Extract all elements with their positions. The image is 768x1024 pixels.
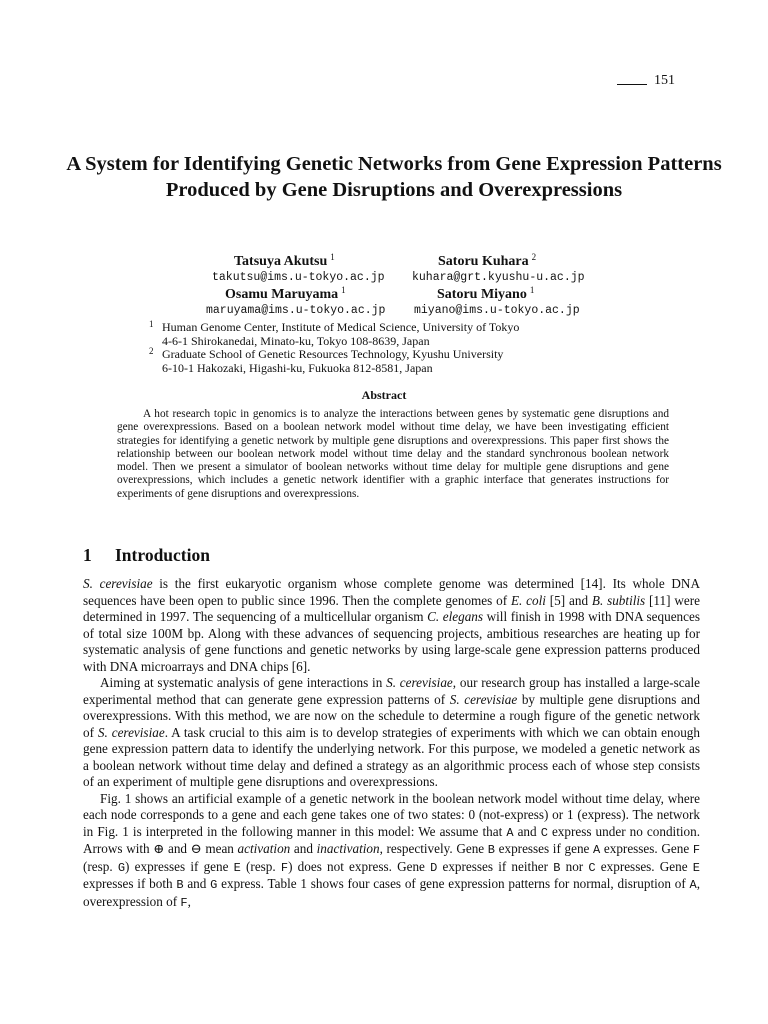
author-name: [234, 252, 335, 270]
text-run: . A task crucial to this aim is to develop strategies of experiments with which we can obtain enough gene expression pattern data to identify the underlying network. For this purpose, we modeled a genetic network as a boolean network without time delay and defined a strategy as an algorithmic process each of whose step consists of an experiment of multiple gene disruptions and overexpressions.: [83, 724, 700, 789]
text-run: , respectively. Gene: [379, 841, 488, 856]
italic-text: inactivation: [316, 841, 380, 856]
author-name-text: Satoru Kuhara: [438, 254, 529, 269]
text-run: and: [183, 876, 211, 891]
text-run: is the first eukaryotic organism whose complete genome was determined [14]. Its whole DNA sequences have been open to public since 1996. Then the complete genomes of: [83, 576, 700, 608]
gene-symbol: A: [593, 843, 601, 857]
gene-symbol: B: [176, 878, 184, 892]
section-heading: [83, 545, 210, 566]
paragraph: [83, 675, 700, 791]
gene-symbol: E: [692, 860, 700, 875]
affiliation-mark: 2: [149, 346, 154, 356]
text-run: nor: [560, 858, 589, 874]
author-email: kuhara@grt.kyushu-u.ac.jp: [412, 271, 585, 284]
text-run: express. Table 1 shows four cases of gene expression patterns for normal, disruption of: [217, 876, 690, 891]
text-run: [5] and: [545, 592, 592, 608]
paper-title: A System for Identifying Genetic Networks from Gene Expression Patterns Produced by Gene Disruptions and Overexpressions: [66, 153, 722, 201]
affiliation-line: Human Genome Center, Institute of Medical Science, University of Tokyo: [162, 320, 520, 334]
section-number: 1: [83, 545, 92, 565]
text-run: expresses. Gene: [600, 841, 693, 856]
affiliation-address: 6-10-1 Hakozaki, Higashi-ku, Fukuoka 812-8581, Japan: [162, 360, 433, 375]
paragraph: [83, 791, 700, 912]
text-run: ) does not express. Gene: [288, 858, 431, 874]
affiliation: [149, 319, 520, 348]
author-name: [438, 252, 536, 270]
affiliation: [149, 346, 504, 375]
text-run: and: [290, 841, 317, 856]
author-name-text: Satoru Miyano: [437, 287, 527, 302]
text-run: ) expresses if gene: [125, 858, 234, 874]
text-run: Aiming at systematic analysis of gene interactions in: [100, 675, 387, 690]
text-run: by multiple gene disruptions and overexpressions. With this method, we are now on the schedule to determine a rough figure of the genetic network of: [83, 691, 700, 740]
affiliation-mark: 1: [330, 252, 335, 262]
affiliation-mark: 1: [341, 285, 346, 295]
italic-text: S. cerevisiae: [449, 691, 518, 707]
gene-symbol: F: [692, 843, 701, 857]
author-name-text: Tatsuya Akutsu: [234, 254, 328, 269]
gene-symbol: C: [540, 825, 548, 840]
page-number: 151: [654, 73, 675, 88]
text-run: [11] were determined in 1997. The sequencing of a multicellular organism: [83, 592, 700, 624]
gene-symbol: G: [210, 878, 218, 892]
italic-text: S. cerevisiae: [97, 724, 165, 740]
abstract-heading: Abstract: [361, 388, 407, 402]
affiliation-line: Graduate School of Genetic Resources Technology, Kyushu University: [162, 347, 504, 361]
author-name-text: Osamu Maruyama: [225, 287, 339, 302]
italic-text: E. coli: [510, 592, 546, 608]
text-run: Fig. 1 shows an artificial example of a genetic network in the boolean network model without time delay, where each node corresponds to a gene and each gene takes one of two states: 0 (not-express) or 1 (express). The network in Fig. 1 is interpreted in the following manner in this model: We assume that: [83, 790, 700, 839]
gene-symbol: E: [233, 860, 241, 875]
italic-text: S. cerevisiae: [386, 675, 453, 690]
gene-symbol: A: [506, 825, 514, 840]
text-run: (resp.: [83, 858, 118, 874]
affiliation-mark: 1: [529, 285, 535, 295]
gene-symbol: B: [487, 843, 495, 857]
gene-symbol: C: [588, 860, 596, 875]
text-run: , our research group has installed a large-scale experimental method that can generate gene expression patterns of: [83, 675, 700, 707]
author-name: [225, 285, 346, 303]
text-run: expresses. Gene: [595, 858, 693, 874]
section-title: Introduction: [115, 545, 210, 565]
gene-symbol: F: [280, 860, 289, 875]
text-run: , overexpression of: [83, 876, 701, 909]
italic-text: B. subtilis: [591, 592, 646, 608]
affiliation-mark: 1: [149, 319, 154, 329]
text-run: and: [513, 823, 541, 839]
text-run: will finish in 1998 with DNA sequences of total size 100M bp. Along with these advances of sequencing projects, ambitious researches are heating up for systematic analysis of gene functions and genetic networks by using large-scale gene expression patterns produced with DNA microarrays and DNA chips [6].: [83, 609, 700, 674]
abstract-text: A hot research topic in genomics is to analyze the interactions between genes by systematic gene disruptions and gene overexpressions. Based on a boolean network model without time delay, we have been investigating efficient strategies for identifying a genetic network by multiple gene disruptions and overexpressions. This paper first shows the relationship between our boolean network model without time delay and the standard synchronous boolean network model. Then we present a simulator of boolean networks without time delay for multiple gene disruptions and gene overexpressions, which includes a genetic network identifier with a graphic interface that generates instructions for experiments of gene disruptions and overexpressions.: [117, 408, 669, 500]
author-email: takutsu@ims.u-tokyo.ac.jp: [212, 271, 385, 284]
text-run: expresses if both: [83, 876, 177, 891]
author-email: miyano@ims.u-tokyo.ac.jp: [414, 304, 580, 317]
affiliation-address: 4-6-1 Shirokanedai, Minato-ku, Tokyo 108-8639, Japan: [162, 333, 430, 348]
paragraph: [83, 576, 700, 675]
text-run: express under no condition. Arrows with ⊕ and ⊖ mean: [83, 823, 701, 856]
gene-symbol: A: [689, 878, 697, 892]
italic-text: activation: [237, 841, 291, 856]
affiliation-mark: 2: [531, 252, 537, 262]
text-run: expresses if gene: [495, 841, 594, 856]
text-run: expresses if neither: [437, 858, 554, 874]
gene-symbol: F: [180, 895, 188, 910]
italic-text: S. cerevisiae: [83, 576, 153, 591]
gene-symbol: D: [430, 860, 438, 875]
italic-text: C. elegans: [427, 609, 484, 624]
gene-symbol: B: [553, 860, 561, 875]
author-name: [437, 285, 534, 303]
text-run: ,: [187, 893, 191, 909]
text-run: (resp.: [240, 858, 281, 874]
header-rule: [617, 84, 647, 85]
gene-symbol: G: [117, 860, 126, 875]
author-email: maruyama@ims.u-tokyo.ac.jp: [206, 304, 386, 317]
body-text: [83, 576, 700, 911]
